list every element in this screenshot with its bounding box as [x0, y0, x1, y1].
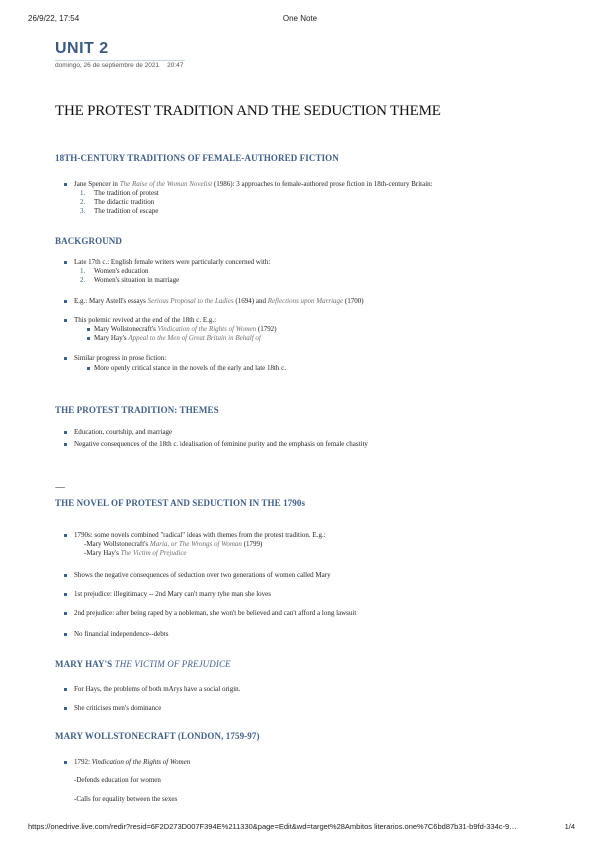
- section-heading-background: BACKGROUND: [55, 236, 123, 246]
- note-date: domingo, 26 de septiembre de 2021: [55, 62, 160, 69]
- section-heading-mary-hays: [55, 659, 231, 669]
- book-title: The Raise of the Woman Novelist: [119, 180, 213, 188]
- section-heading-wollstonecraft: MARY WOLLSTONECRAFT (LONDON, 1759-97): [55, 731, 260, 741]
- list-item: Late 17th c.: English female writers were particularly concerned with:: [74, 258, 271, 266]
- numbered-item: [80, 198, 155, 207]
- text: (1799): [241, 540, 263, 548]
- text: Jane Spencer in: [74, 180, 120, 188]
- note-time: 20:47: [167, 62, 184, 69]
- list-item: For Hays, the problems of both mArys have a social origin.: [74, 685, 241, 693]
- list-item: No financial independence--debts: [74, 630, 169, 638]
- book-title: Reflections upon Marriage: [267, 297, 344, 305]
- page-title[interactable]: UNIT 2: [55, 40, 185, 61]
- main-title: THE PROTEST TRADITION AND THE SEDUCTION THEME: [55, 103, 441, 119]
- indented-line: -Defends education for women: [74, 776, 161, 784]
- text: -Mary Hay's: [84, 549, 121, 557]
- text: (1792): [256, 325, 277, 333]
- indented-line: [84, 549, 187, 558]
- item-text: The didactic tradition: [94, 198, 155, 206]
- sub-list-item: [94, 334, 261, 343]
- text: 1792:: [74, 758, 92, 766]
- sub-list-item: [94, 325, 277, 334]
- item-number: 1.: [80, 267, 86, 275]
- item-number: 2.: [80, 276, 86, 284]
- book-title: Vindication of the Rights of Women: [157, 325, 257, 333]
- indented-line: [84, 540, 262, 549]
- section-heading-themes: THE PROTEST TRADITION: THEMES: [55, 405, 219, 415]
- item-text: The tradition of protest: [94, 189, 159, 197]
- text: Mary Wollstonecraft's: [94, 325, 158, 333]
- indented-line: -Calls for equality between the sexes: [74, 795, 178, 803]
- list-item: [74, 180, 433, 189]
- numbered-item: [80, 189, 159, 198]
- note-timestamp: [55, 62, 183, 69]
- item-text: The tradition of escape: [94, 207, 159, 215]
- list-item: Similar progress in prose fiction:: [74, 354, 167, 362]
- separator: -------: [55, 483, 65, 491]
- list-item: 2nd prejudice: after being raped by a nobleman, she won't be believed and can't afford a long lawsuit: [74, 609, 357, 617]
- numbered-item: [80, 267, 149, 276]
- item-text: Women's situation in marriage: [94, 276, 180, 284]
- text: E.g.: Mary Astell's essays: [74, 297, 148, 305]
- text: (1986): 3 approaches to female-authored prose fiction in 18th-century Britain:: [212, 180, 433, 188]
- list-item: Negative consequences of the 18th c. idealisation of feminine purity and the emphasis on female chastity: [74, 440, 368, 448]
- section-heading-1790s: THE NOVEL OF PROTEST AND SEDUCTION IN THE 1790s: [55, 498, 306, 508]
- text: (1700): [343, 297, 364, 305]
- book-title: Appeal to the Men of Great Britain in Behalf of: [128, 334, 261, 342]
- book-title: Vindication of the Rights of Women: [91, 758, 191, 766]
- heading-text: MARY HAY'S: [55, 659, 115, 669]
- item-text: Women's education: [94, 267, 149, 275]
- print-header-date: 26/9/22, 17:54: [28, 14, 80, 23]
- heading-book-title: THE VICTIM OF PREJUDICE: [114, 659, 231, 669]
- list-item: 1st prejudice: illegitimacy -- 2nd Mary can't marry tyhe man she loves: [74, 590, 272, 598]
- numbered-item: [80, 207, 159, 216]
- list-item: Shows the negative consequences of seduction over two generations of women called Mary: [74, 571, 331, 579]
- book-title: Maria, or The Wrongs of Woman: [149, 540, 242, 548]
- list-item: 1790s: some novels combined "radical" ideas with themes from the protest tradition. E.g.:: [74, 531, 326, 539]
- book-title: Serious Proposal to the Ladies: [147, 297, 234, 305]
- list-item: [74, 297, 364, 306]
- numbered-item: [80, 276, 180, 285]
- print-footer-page: 1/4: [564, 822, 575, 831]
- list-item: She criticises men's dominance: [74, 704, 162, 712]
- list-item: Education, courtship, and marriage: [74, 428, 173, 436]
- text: -Mary Wollstonecraft's: [84, 540, 150, 548]
- sub-list-item: More openly critical stance in the novels of the early and late 18th c.: [94, 364, 287, 372]
- print-header-app: One Note: [282, 14, 318, 23]
- print-footer-url: https://onedrive.live.com/redir?resid=6F2D273D007F394E%211330&page=Edit&wd=target%28Ambitos literarios.one%7C6bd87b31-b9fd-334c-9…: [28, 822, 517, 831]
- list-item: This polemic revived at the end of the 18th c. E.g.:: [74, 316, 217, 324]
- item-number: 3.: [80, 207, 86, 215]
- list-item: [74, 758, 190, 767]
- book-title: The Victim of Prejudice: [120, 549, 187, 557]
- section-heading-traditions: 18TH-CENTURY TRADITIONS OF FEMALE-AUTHORED FICTION: [55, 153, 339, 163]
- text: (1694) and: [233, 297, 268, 305]
- item-number: 2.: [80, 198, 86, 206]
- text: Mary Hay's: [94, 334, 129, 342]
- item-number: 1.: [80, 189, 86, 197]
